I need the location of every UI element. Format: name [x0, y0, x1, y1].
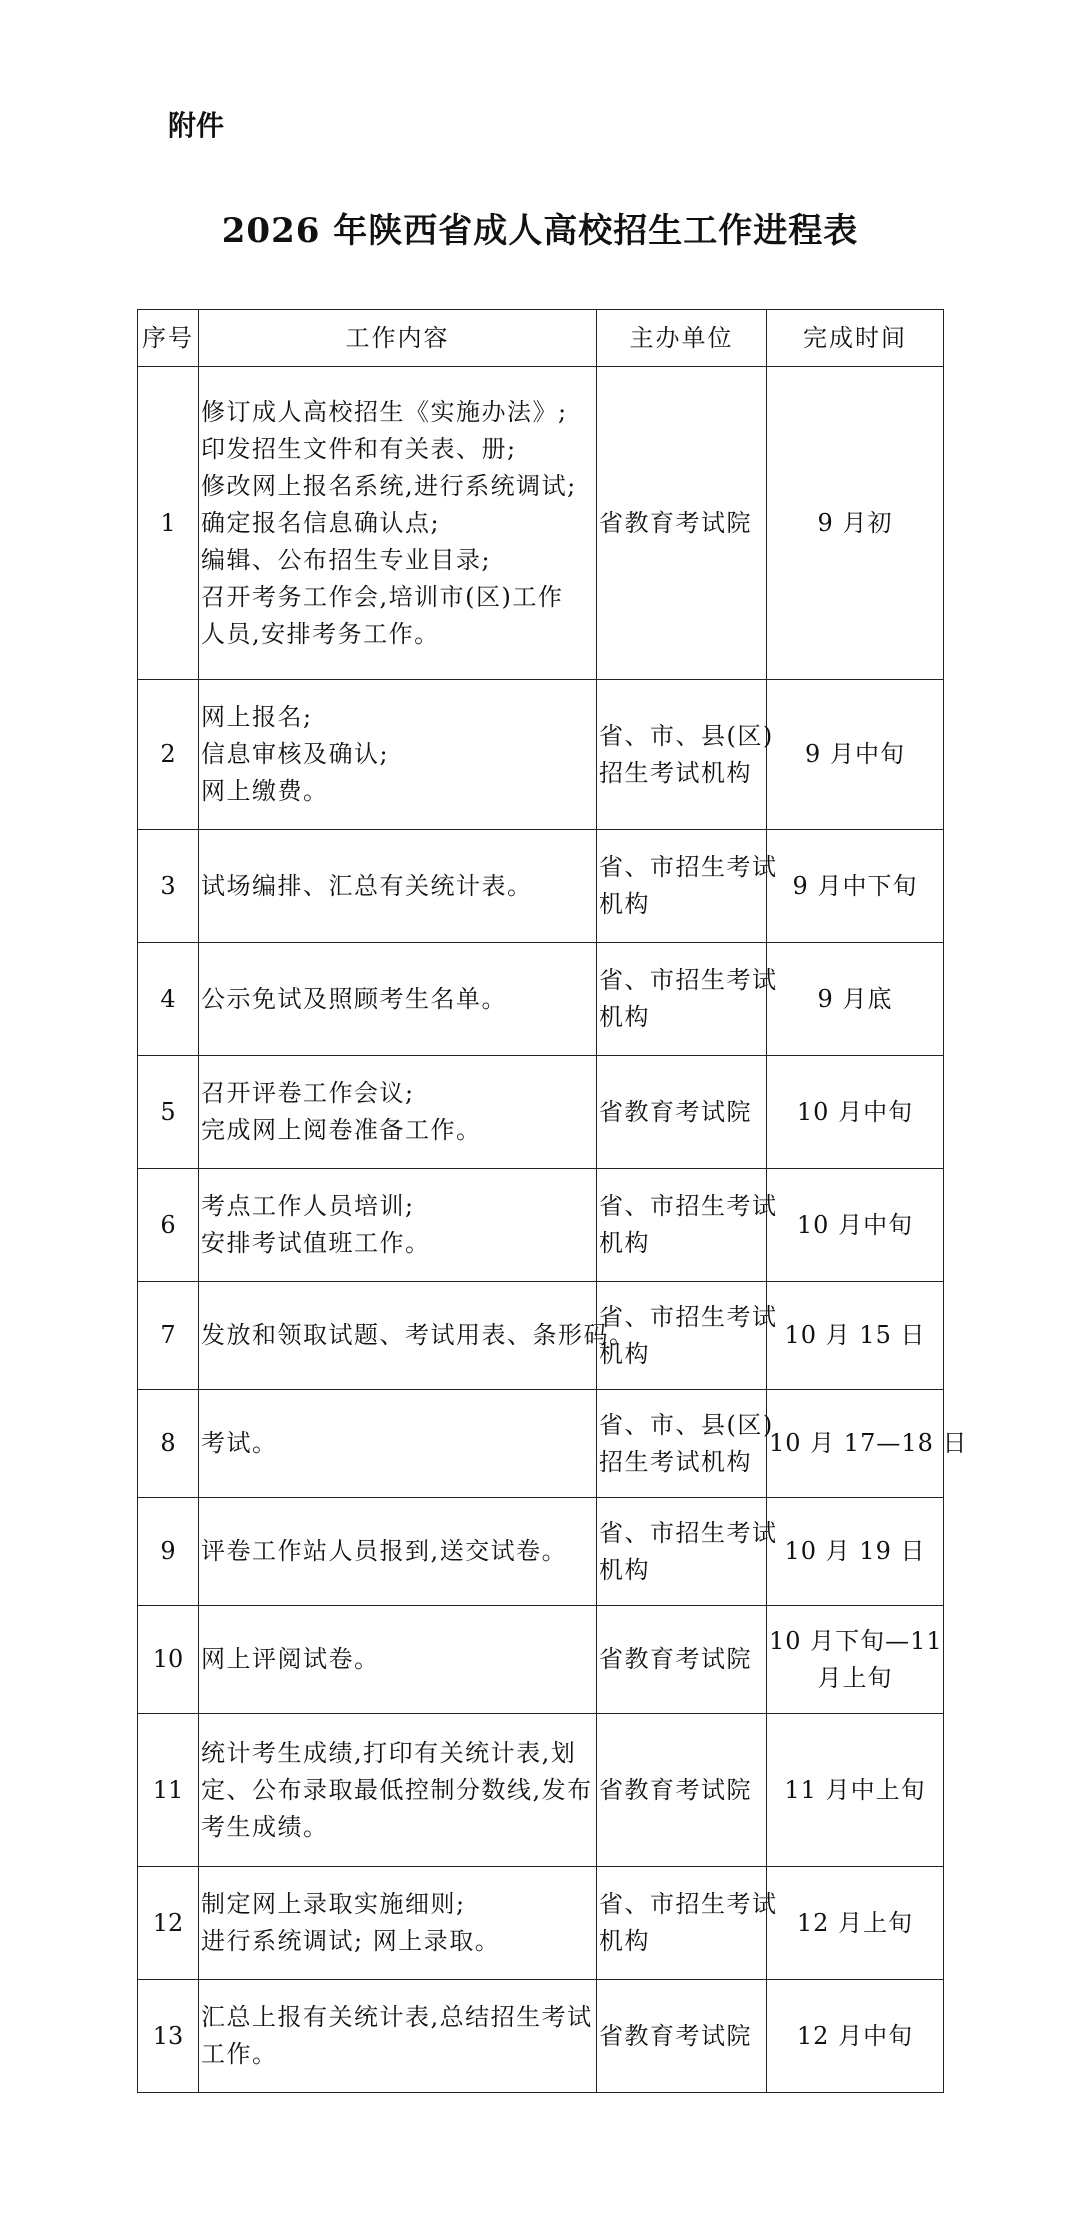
unit-cell — [597, 830, 778, 943]
header-time: 完成时间 — [767, 310, 944, 367]
table-row — [138, 1390, 944, 1498]
seq-cell — [138, 1714, 199, 1867]
content-cell-line: 工作。 — [201, 2040, 278, 2068]
content-cell-line: 考点工作人员培训; — [201, 1192, 415, 1220]
content-cell — [199, 367, 597, 680]
time-cell-line: 12 月上旬 — [796, 1908, 914, 1937]
content-cell — [199, 830, 597, 943]
document-title: 2026 年陕西省成人高校招生工作进程表 — [221, 211, 859, 251]
seq-cell — [138, 1980, 199, 2093]
unit-cell-line: 省、市招生考试 — [599, 1890, 778, 1918]
seq-cell — [138, 1282, 199, 1390]
unit-cell-line: 省教育考试院 — [599, 1645, 752, 1673]
seq-cell — [138, 1169, 199, 1282]
table-row — [138, 943, 944, 1056]
unit-cell — [597, 943, 778, 1056]
table-row — [138, 1169, 944, 1282]
unit-cell-line: 机构 — [599, 1927, 650, 1955]
seq-cell-line: 7 — [160, 1321, 176, 1349]
time-cell — [767, 1169, 944, 1282]
time-cell — [767, 1714, 944, 1867]
seq-cell — [138, 1498, 199, 1606]
content-cell-line: 公示免试及照顾考生名单。 — [201, 984, 507, 1013]
table-row — [138, 1867, 944, 1980]
table-row — [138, 367, 944, 680]
table-row — [138, 1282, 944, 1390]
header-unit: 主办单位 — [597, 310, 767, 367]
unit-cell-line: 机构 — [599, 1229, 650, 1257]
time-cell-line: 12 月中旬 — [796, 2021, 914, 2050]
unit-cell-line: 招生考试机构 — [599, 758, 752, 787]
seq-cell-line: 11 — [152, 1775, 184, 1804]
unit-cell-line: 省、市、县(区) — [599, 721, 774, 750]
unit-cell — [597, 1390, 774, 1498]
unit-cell — [597, 1169, 778, 1282]
time-cell — [767, 1498, 944, 1606]
time-cell-line: 10 月下旬—11 — [769, 1626, 943, 1655]
time-cell-line: 10 月中旬 — [796, 1210, 914, 1239]
time-cell-line: 10 月 17—18 日 — [769, 1429, 968, 1457]
time-cell — [767, 1606, 944, 1714]
unit-cell-line: 招生考试机构 — [599, 1447, 752, 1476]
content-cell — [199, 943, 597, 1056]
seq-cell — [138, 943, 199, 1056]
content-cell-line: 发放和领取试题、考试用表、条形码。 — [201, 1321, 635, 1349]
content-cell-line: 修改网上报名系统,进行系统调试; — [201, 471, 577, 500]
unit-cell — [597, 1606, 767, 1714]
content-cell-line: 印发招生文件和有关表、册; — [201, 434, 517, 463]
content-cell-line: 网上报名; — [201, 703, 313, 731]
schedule-table — [137, 309, 968, 2093]
table-row — [138, 680, 944, 830]
content-cell-line: 确定报名信息确认点; — [201, 508, 441, 537]
content-cell-line: 考试。 — [201, 1429, 278, 1457]
unit-cell — [597, 1056, 767, 1169]
table-row — [138, 1606, 944, 1714]
unit-cell — [597, 1980, 767, 2093]
time-cell-line: 10 月 15 日 — [784, 1321, 926, 1349]
seq-cell-line: 4 — [160, 984, 176, 1013]
unit-cell-line: 省、市招生考试 — [599, 1518, 778, 1547]
table-row — [138, 1980, 944, 2093]
content-cell-line: 修订成人高校招生《实施办法》; — [201, 397, 568, 426]
time-cell-line: 11 月中上旬 — [784, 1775, 926, 1804]
seq-cell-line: 9 — [160, 1537, 176, 1565]
content-cell — [199, 1714, 597, 1867]
time-cell-line: 10 月 19 日 — [784, 1537, 926, 1565]
unit-cell — [597, 1498, 778, 1606]
time-cell-line: 9 月初 — [817, 508, 893, 537]
content-cell-line: 试场编排、汇总有关统计表。 — [201, 871, 533, 900]
unit-cell — [597, 1714, 767, 1867]
content-cell-line: 网上缴费。 — [201, 777, 329, 805]
content-cell — [199, 1867, 597, 1980]
content-cell — [199, 680, 597, 830]
table-row — [138, 1714, 944, 1867]
unit-cell-line: 机构 — [599, 1339, 650, 1368]
content-cell-line: 评卷工作站人员报到,送交试卷。 — [201, 1537, 568, 1565]
content-cell-line: 人员,安排考务工作。 — [201, 619, 440, 648]
table-row — [138, 1498, 944, 1606]
content-cell-line: 制定网上录取实施细则; — [201, 1890, 466, 1918]
seq-cell-line: 10 — [152, 1645, 184, 1673]
content-cell-line: 召开评卷工作会议; — [201, 1079, 415, 1107]
time-cell-line: 月上旬 — [817, 1663, 893, 1692]
seq-cell — [138, 1390, 199, 1498]
content-cell-line: 编辑、公布招生专业目录; — [201, 545, 492, 574]
time-cell-line: 9 月中下旬 — [792, 871, 918, 900]
content-cell-line: 召开考务工作会,培训市(区)工作 — [201, 582, 564, 611]
content-cell — [199, 1606, 597, 1714]
attachment-label: 附件 — [168, 109, 225, 142]
content-cell-line: 定、公布录取最低控制分数线,发布 — [201, 1775, 593, 1804]
content-cell — [199, 1390, 597, 1498]
content-cell-line: 进行系统调试; 网上录取。 — [201, 1927, 501, 1955]
seq-cell-line: 12 — [152, 1908, 184, 1937]
unit-cell-line: 省教育考试院 — [599, 508, 752, 537]
content-cell-line: 考生成绩。 — [201, 1812, 329, 1841]
seq-cell-line: 3 — [160, 871, 176, 900]
unit-cell-line: 省教育考试院 — [599, 2021, 752, 2050]
time-cell — [767, 1056, 944, 1169]
time-cell — [767, 367, 944, 680]
time-cell-line: 9 月中旬 — [805, 740, 905, 768]
content-cell-line: 安排考试值班工作。 — [201, 1229, 431, 1257]
unit-cell-line: 机构 — [599, 890, 650, 918]
table-row — [138, 830, 944, 943]
table-body — [138, 367, 968, 2093]
seq-cell-line: 5 — [160, 1097, 176, 1126]
seq-cell-line: 8 — [160, 1429, 176, 1457]
unit-cell-line: 省教育考试院 — [599, 1775, 752, 1804]
seq-cell-line: 1 — [160, 508, 176, 537]
time-cell-line: 9 月底 — [817, 984, 893, 1013]
seq-cell — [138, 1606, 199, 1714]
header-seq: 序号 — [138, 310, 199, 367]
unit-cell-line: 省、市、县(区) — [599, 1410, 774, 1439]
content-cell — [199, 1056, 597, 1169]
unit-cell — [597, 1867, 778, 1980]
time-cell-line: 10 月中旬 — [796, 1097, 914, 1126]
time-cell — [767, 1980, 944, 2093]
time-cell — [767, 830, 944, 943]
time-cell — [767, 1867, 944, 1980]
seq-cell — [138, 1867, 199, 1980]
content-cell — [199, 1980, 597, 2093]
content-cell-line: 完成网上阅卷准备工作。 — [201, 1116, 482, 1144]
unit-cell-line: 省、市招生考试 — [599, 1302, 778, 1331]
seq-cell-line: 2 — [160, 740, 176, 768]
unit-cell — [597, 367, 767, 680]
seq-cell-line: 6 — [160, 1210, 176, 1239]
unit-cell-line: 机构 — [599, 1003, 650, 1031]
time-cell — [767, 1282, 944, 1390]
unit-cell-line: 省、市招生考试 — [599, 853, 778, 881]
seq-cell-line: 13 — [152, 2021, 184, 2050]
unit-cell-line: 机构 — [599, 1555, 650, 1584]
unit-cell — [597, 1282, 778, 1390]
unit-cell — [597, 680, 774, 830]
seq-cell — [138, 367, 199, 680]
table-header-row — [138, 310, 944, 367]
seq-cell — [138, 1056, 199, 1169]
unit-cell-line: 省、市招生考试 — [599, 1192, 778, 1220]
header-content: 工作内容 — [199, 310, 597, 367]
time-cell — [767, 1390, 968, 1498]
unit-cell-line: 省、市招生考试 — [599, 966, 778, 994]
unit-cell-line: 省教育考试院 — [599, 1097, 752, 1126]
content-cell-line: 统计考生成绩,打印有关统计表,划 — [201, 1738, 577, 1767]
content-cell — [199, 1169, 597, 1282]
time-cell — [767, 680, 944, 830]
content-cell-line: 网上评阅试卷。 — [201, 1645, 380, 1673]
seq-cell — [138, 830, 199, 943]
table-row — [138, 1056, 944, 1169]
content-cell-line: 信息审核及确认; — [201, 740, 390, 768]
time-cell — [767, 943, 944, 1056]
content-cell — [199, 1498, 597, 1606]
content-cell-line: 汇总上报有关统计表,总结招生考试 — [201, 2003, 593, 2031]
seq-cell — [138, 680, 199, 830]
